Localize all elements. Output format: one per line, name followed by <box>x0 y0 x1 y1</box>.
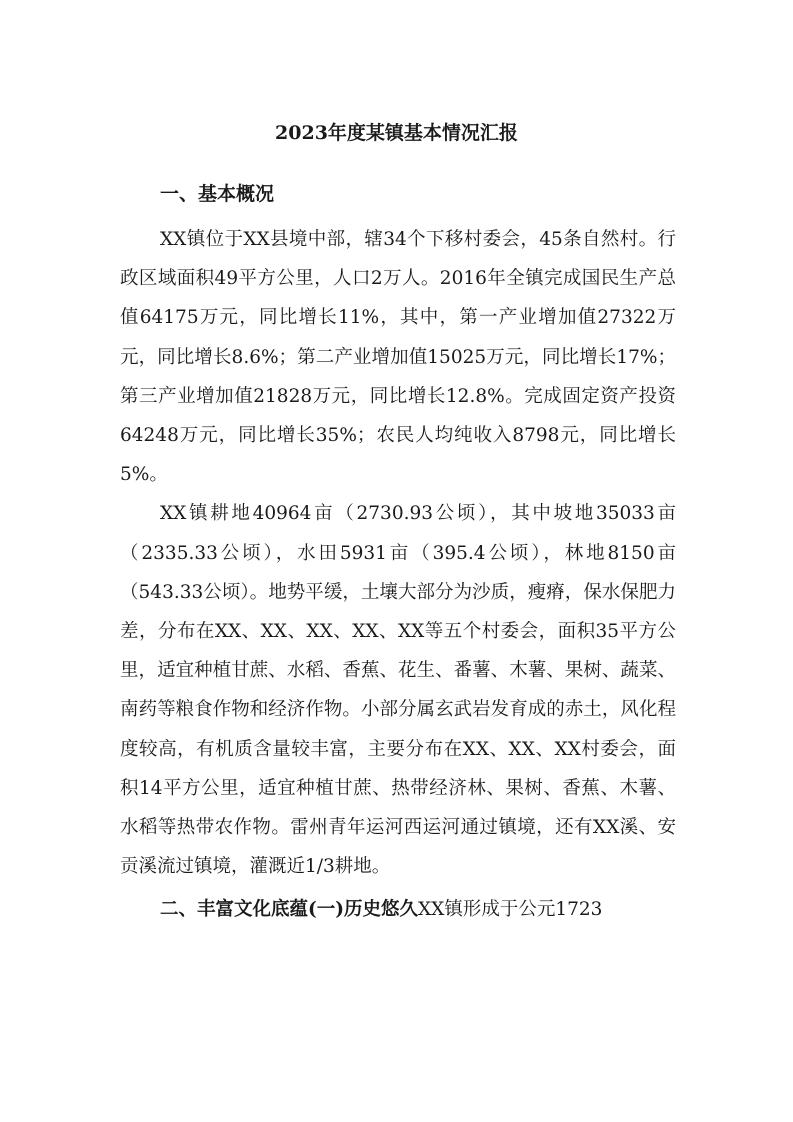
section-heading-culture: 二、丰富文化底蕴(一)历史悠久 <box>160 899 419 921</box>
paragraph-land: XX镇耕地40964亩（2730.93公顷），其中坡地35033亩（2335.33公顷），水田5931亩（395.4公顷），林地8150亩（543.33公顷）。地势平缓，土壤大部分为沙质，瘦瘠，保水保肥力差，分布在XX、XX、XX、XX、XX等五个村委会，面积35平方公里，适宜种植甘蔗、水稻、香蕉、花生、番薯、木薯、果树、蔬菜、南药等粮食作物和经济作物。小部分属玄武岩发育成的赤土，风化程度较高，有机质含量较丰富，主要分布在XX、XX、XX村委会，面积14平方公里，适宜种植甘蔗、热带经济林、果树、香蕉、木薯、水稻等热带农作物。雷州青年运河西运河通过镇境，还有XX溪、安贡溪流过镇境，灌溉近1/3耕地。 <box>120 503 677 878</box>
paragraph-overview: XX镇位于XX县境中部，辖34个下移村委会，45条自然村。行政区域面积49平方公里，人口2万人。2016年全镇完成国民生产总值64175万元，同比增长11%，其中，第一产业增加值27322万元，同比增长8.6%；第二产业增加值15025万元，同比增长17%；第三产业增加值21828万元，同比增长12.8%。完成固定资产投资64248万元，同比增长35%；农民人均纯收入8798元，同比增长5%。 <box>120 229 676 486</box>
section-heading-basic-overview: 一、基本概况 <box>160 183 275 205</box>
document-title: 2023年度某镇基本情况汇报 <box>275 122 518 144</box>
section-culture-text: XX镇形成于公元1723 <box>418 899 603 921</box>
document-body <box>120 172 676 932</box>
section-culture-line <box>120 888 676 932</box>
